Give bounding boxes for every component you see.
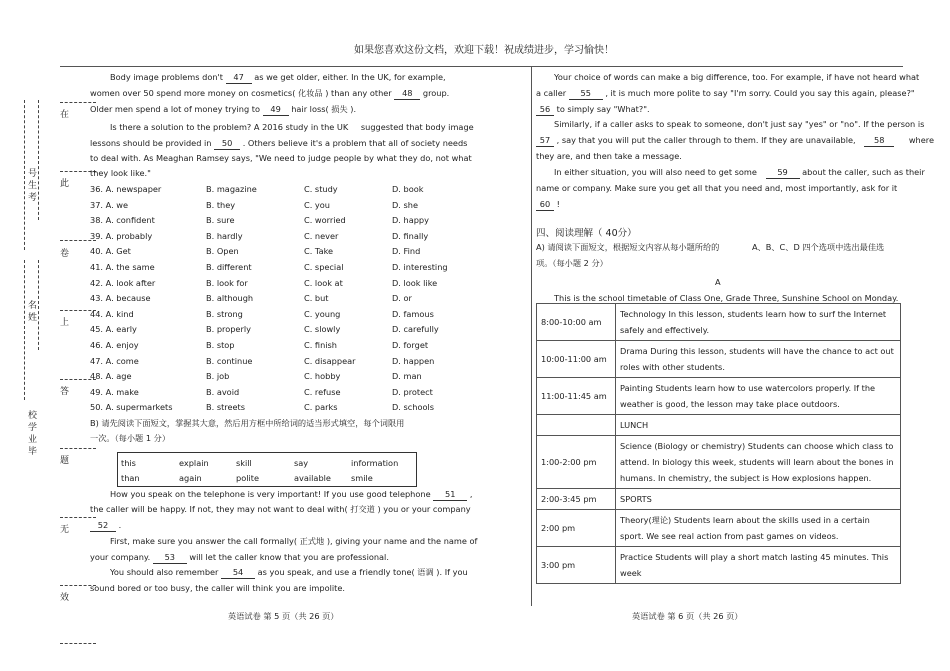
passage-line: Your choice of words can make a big difference, too. For example, if have not heard what <box>554 72 920 82</box>
choice-option: C. slowly <box>304 324 341 335</box>
passage-line: they look like." <box>90 168 151 178</box>
timetable-time: 10:00-11:00 am <box>537 341 616 378</box>
blank-58: 58 <box>864 135 894 147</box>
text: Body image problems don't <box>110 72 223 82</box>
timetable-row <box>537 547 901 584</box>
passage-label: A <box>715 277 721 287</box>
section-4-heading: 四、阅读理解（ 40分） <box>536 228 637 239</box>
margin-char: 答 <box>60 387 70 397</box>
passage-intro: This is the school timetable of Class One, Grade Three, Sunshine School on Monday. <box>554 293 899 303</box>
blank-48: 48 <box>394 88 420 100</box>
blank-47: 47 <box>226 72 252 84</box>
passage-line: name or company. Make sure you get all that you need and, most importantly, ask for it <box>536 183 898 193</box>
timetable-description: SPORTS <box>616 489 901 510</box>
text: Older men spend a lot of money trying to <box>90 104 260 114</box>
margin-dashline <box>38 100 47 220</box>
choice-option: D. famous <box>392 308 434 319</box>
choice-option: 37. A. we <box>90 199 129 210</box>
choice-option: D. Find <box>392 246 421 257</box>
passage-line: to deal with. As Meaghan Ramsey says, "We need to judge people by what they do, not what <box>90 153 472 163</box>
name-label: 名姓 <box>28 301 38 323</box>
passage-line: sound bored or too busy, the caller will think you are impolite. <box>90 583 345 593</box>
text: ). <box>350 104 357 114</box>
text: ) than any other <box>325 88 392 98</box>
choice-option: 43. A. because <box>90 293 151 304</box>
choice-option: D. schools <box>392 402 435 413</box>
choice-option: D. man <box>392 371 422 382</box>
text: about the caller, such as their <box>802 167 925 177</box>
section-4-instruction: 项。（每小题 2 分） <box>536 258 608 268</box>
text: lessons should be provided in <box>90 138 212 148</box>
passage-line <box>90 520 121 532</box>
timetable-row <box>537 378 901 415</box>
section-b-instruction: B) 请先阅读下面短文，掌握其大意，然后用方框中所给词的适当形式填空，每个词限用 <box>90 418 405 428</box>
timetable-time: 8:00-10:00 am <box>537 304 616 341</box>
text: , <box>469 489 473 499</box>
timetable-time: 1:00-2:00 pm <box>537 436 616 489</box>
timetable-row <box>537 489 901 510</box>
choice-option: B. they <box>206 199 236 210</box>
choice-option: D. interesting <box>392 262 448 272</box>
gloss: 语调 <box>417 567 434 577</box>
passage-line <box>110 536 477 547</box>
choice-option: B. stop <box>206 340 235 350</box>
choice-option: 44. A. kind <box>90 308 134 319</box>
choice-option: D. happy <box>392 215 429 226</box>
choice-option: 38. A. confident <box>90 215 155 226</box>
choice-option: B. continue <box>206 355 253 366</box>
choice-option: 47. A. come <box>90 355 139 366</box>
passage-line <box>536 135 934 147</box>
timetable-row <box>537 510 901 547</box>
text: a caller <box>536 88 567 98</box>
word: information <box>351 458 399 468</box>
passage-line <box>110 122 474 133</box>
blank-55: 55 <box>569 88 603 100</box>
word: explain <box>179 458 209 468</box>
timetable-time: 11:00-11:45 am <box>537 378 616 415</box>
choice-option: D. forget <box>392 340 429 350</box>
text: , say that you will put the caller through to them. If they are unavailable, <box>556 135 856 145</box>
text: ) you or your company <box>377 504 471 514</box>
choice-option: 42. A. look after <box>90 277 156 288</box>
margin-dashline <box>24 260 33 400</box>
timetable-row <box>537 304 901 341</box>
choice-option: B. avoid <box>206 386 240 397</box>
choice-option: C. finish <box>304 340 337 350</box>
choice-option: B. strong <box>206 308 243 319</box>
timetable-row <box>537 436 901 489</box>
choice-option: C. Take <box>304 246 334 257</box>
text: suggested that body image <box>360 122 474 132</box>
timetable-description: Practice Students will play a short match lasting 45 minutes. This week <box>616 547 901 584</box>
choice-option: D. book <box>392 184 424 194</box>
text: your company. <box>90 552 151 562</box>
text: In either situation, you will also need to get some <box>554 167 757 177</box>
choice-option: C. you <box>304 199 330 210</box>
timetable-time <box>537 415 616 436</box>
word: say <box>294 458 309 468</box>
school-label: 校学业毕 <box>28 411 38 457</box>
blank-60: 60 <box>536 199 554 211</box>
choice-option: D. protect <box>392 386 433 397</box>
timetable-time: 2:00 pm <box>537 510 616 547</box>
text: A) 请阅读下面短文，根据短文内容从每小题所给的 <box>536 242 720 252</box>
blank-54: 54 <box>221 567 255 579</box>
word: smile <box>351 473 373 483</box>
text: to simply say "What?". <box>556 104 650 114</box>
passage-line: Similarly, if a caller asks to speak to someone, don't just say "yes" or "no". If the person is <box>554 119 925 129</box>
text: where <box>908 135 935 145</box>
timetable-time: 2:00-3:45 pm <box>537 489 616 510</box>
choice-option: B. sure <box>206 215 235 226</box>
timetable-description: Science (Biology or chemistry) Students can choose which class to attend. In biology this week, students will learn about the bones in humans. In chemistry, the subject is How explosions happen. <box>616 436 901 489</box>
text: ). If you <box>436 567 468 577</box>
word: skill <box>236 458 252 468</box>
margin-char: 上 <box>60 318 70 328</box>
blank-51: 51 <box>433 489 467 501</box>
text: How you speak on the telephone is very important! If you use good telephone <box>110 489 431 499</box>
choice-option: D. happen <box>392 355 435 366</box>
timetable <box>536 303 901 584</box>
margin-char: 效 <box>60 593 70 603</box>
choice-option: C. parks <box>304 402 338 413</box>
text: A、B、C、D 四个选项中选出最佳选 <box>751 242 885 252</box>
passage-line <box>554 167 925 179</box>
text: First, make sure you answer the call formally( <box>110 536 298 546</box>
passage-line <box>536 104 650 116</box>
choice-option: C. never <box>304 230 339 241</box>
margin-char: 题 <box>60 456 70 466</box>
margin-dash <box>60 517 96 518</box>
choice-option: B. magazine <box>206 184 257 194</box>
page-banner: 如果您喜欢这份文档，欢迎下载！祝成绩进步，学习愉快！ <box>354 45 614 56</box>
text: as we get older, either. In the UK, for example, <box>254 72 446 82</box>
gloss: 正式地 <box>299 536 325 546</box>
choice-option: 39. A. probably <box>90 230 153 241</box>
word-box <box>117 452 417 487</box>
blank-53: 53 <box>153 552 187 564</box>
passage-line <box>110 72 446 84</box>
gloss: 打交道 <box>350 504 375 514</box>
text: as you speak, and use a friendly tone( <box>257 567 415 577</box>
blank-56: 56 <box>536 104 554 116</box>
choice-option: C. young <box>304 308 341 319</box>
page-footer-left: 英语试卷 第 5 页（共 26 页） <box>228 611 339 621</box>
choice-option: B. job <box>206 371 230 382</box>
timetable-description: LUNCH <box>616 415 901 436</box>
timetable-row <box>537 341 901 378</box>
choice-option: C. but <box>304 293 329 304</box>
text: group. <box>422 88 450 98</box>
blank-57: 57 <box>536 135 554 147</box>
section-b-instruction: 一次。（每小题 1 分） <box>90 433 171 443</box>
choice-option: 49. A. make <box>90 386 139 397</box>
word: again <box>179 473 202 483</box>
choice-option: 41. A. the same <box>90 262 155 272</box>
word: available <box>294 473 331 483</box>
margin-char: 此 <box>60 179 70 189</box>
margin-dash <box>60 102 96 103</box>
passage-line <box>90 504 471 515</box>
word: than <box>121 473 140 483</box>
timetable-description: Drama During this lesson, students will have the chance to act out roles with other students. <box>616 341 901 378</box>
passage-line <box>110 567 468 579</box>
choice-option: B. although <box>206 293 254 304</box>
timetable-row <box>537 415 901 436</box>
timetable-description: Technology In this lesson, students learn how to surf the Internet safely and effectively. <box>616 304 901 341</box>
blank-52: 52 <box>90 520 116 532</box>
text: the caller will be happy. If not, they may not want to deal with( <box>90 504 348 514</box>
choice-option: 48. A. age <box>90 371 132 382</box>
blank-49: 49 <box>263 104 289 116</box>
choice-option: D. finally <box>392 230 429 241</box>
text: will let the caller know that you are professional. <box>189 552 389 562</box>
gloss: 化妆品 <box>298 88 323 98</box>
passage-line <box>90 552 389 564</box>
text: You should also remember <box>110 567 219 577</box>
choice-option: 46. A. enjoy <box>90 340 139 350</box>
choice-option: 50. A. supermarkets <box>90 402 173 413</box>
choice-option: C. worried <box>304 215 346 226</box>
choice-option: D. carefully <box>392 324 439 335</box>
gloss: 损失 <box>331 104 348 114</box>
text: women over 50 spend more money on cosmetics( <box>90 88 296 98</box>
text: . Others believe it's a problem that all of society needs <box>242 138 468 148</box>
choice-option: C. disappear <box>304 355 356 366</box>
choice-option: 40. A. Get <box>90 246 131 257</box>
choice-option: C. look at <box>304 277 343 288</box>
margin-dash <box>60 448 96 449</box>
choice-option: C. study <box>304 184 338 194</box>
text: ! <box>556 199 560 209</box>
text: . <box>118 520 122 530</box>
passage-line <box>90 88 449 100</box>
choice-option: B. properly <box>206 324 251 335</box>
page-footer-right: 英语试卷 第 6 页（共 26 页） <box>632 611 743 621</box>
choice-option: B. hardly <box>206 230 243 241</box>
choice-option: C. refuse <box>304 386 341 397</box>
timetable-time: 3:00 pm <box>537 547 616 584</box>
text: hair loss( <box>291 104 329 114</box>
timetable-description: Painting Students learn how to use watercolors properly. If the weather is good, the lesson may take place outdoors. <box>616 378 901 415</box>
exam-number-label: 号生考 <box>28 169 38 203</box>
passage-line <box>90 104 356 116</box>
word: polite <box>236 473 260 483</box>
choice-option: B. streets <box>206 402 246 413</box>
passage-line <box>110 489 472 501</box>
choice-option: D. or <box>392 293 412 304</box>
text: Is there a solution to the problem? A 2016 study in the UK <box>110 122 349 132</box>
margin-dashline <box>38 260 47 350</box>
text: , it is much more polite to say "I'm sorry. Could you say this again, please?" <box>605 88 915 98</box>
header-rule <box>60 66 903 67</box>
passage-line <box>536 199 560 211</box>
section-4-instruction <box>536 242 884 253</box>
choice-option: C. hobby <box>304 371 341 382</box>
timetable-description: Theory(理论) Students learn about the skills used in a certain sport. We see real action from past games on videos. <box>616 510 901 547</box>
choice-option: 45. A. early <box>90 324 137 335</box>
text: ), giving your name and the name of <box>326 536 478 546</box>
choice-option: B. Open <box>206 246 239 257</box>
passage-line <box>536 88 915 100</box>
choice-option: B. look for <box>206 277 248 288</box>
margin-char: 无 <box>60 525 70 535</box>
passage-line: they are, and then take a message. <box>536 151 682 161</box>
margin-char: 卷 <box>60 249 70 259</box>
blank-59: 59 <box>766 167 800 179</box>
column-divider <box>531 66 532 606</box>
margin-char: 在 <box>60 110 70 120</box>
choice-option: D. she <box>392 199 419 210</box>
choice-option: 36. A. newspaper <box>90 184 162 194</box>
margin-dash <box>60 643 96 644</box>
blank-50: 50 <box>214 138 240 150</box>
word: this <box>121 458 136 468</box>
choice-option: B. different <box>206 262 252 272</box>
choice-option: D. look like <box>392 277 438 288</box>
passage-line <box>90 138 467 150</box>
choice-option: C. special <box>304 262 344 272</box>
